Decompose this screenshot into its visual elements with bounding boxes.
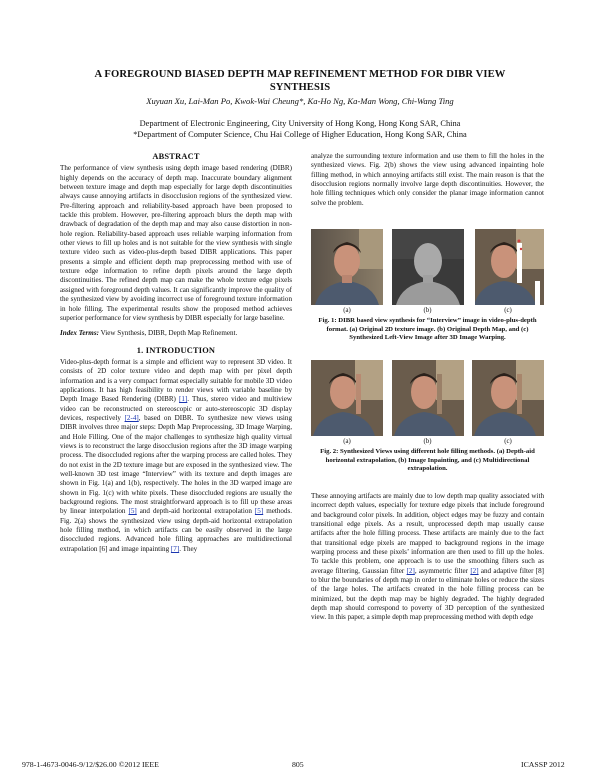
figure-1	[311, 229, 544, 343]
abstract-heading: ABSTRACT	[152, 152, 200, 161]
figure-1-images	[311, 229, 544, 305]
index-terms: Index Terms: View Synthesis, DIBR, Depth Map Refinement.	[60, 329, 238, 338]
figure-2b-inpainting-result	[392, 360, 464, 436]
figure-1-caption: Fig. 1: DIBR based view synthesis for “Interview” image in video-plus-depth format. (a) Original 2D texture image. (b) Original Depth Map, and (c) Synthesized Left-View Image after 3D Image Warping.	[318, 317, 537, 342]
figure-2a-extrapolation-result	[311, 360, 383, 436]
paper-title: A FOREGROUND BIASED DEPTH MAP REFINEMENT METHOD FOR DIBR VIEW SYNTHESIS	[94, 69, 506, 93]
figure-1b-depth-map	[392, 229, 464, 305]
figure-2-images	[311, 360, 544, 436]
right-column-intro-text: analyze the surrounding texture information and use them to fill the holes in the synthesized views. Fig. 2(b) shows the view using advanced inpainting hole filling method, in which annoying artifacts still exist. The main reason is that the disocclusion regions normally involve large depth discontinuities. However, the hole filling techniques which only consider the planar image information cannot solve the problem.	[311, 152, 544, 207]
right-column-top	[311, 152, 544, 208]
right-column-bottom	[311, 492, 544, 623]
left-column	[60, 152, 292, 554]
citation-link[interactable]: [2-4]	[124, 413, 139, 422]
figure-1c-warped-image	[472, 229, 544, 305]
figure-1-sublabels: (a) (b) (c)	[343, 307, 512, 314]
figure-2c-multidirectional-result	[472, 360, 544, 436]
figure-2-sublabels: (a) (b) (c)	[343, 438, 512, 445]
citation-link[interactable]: [2]	[406, 566, 415, 575]
page-number: 805	[292, 760, 304, 769]
citation-link[interactable]: [2]	[470, 566, 479, 575]
abstract-text: The performance of view synthesis using depth image based rendering (DIBR) highly depends on the accuracy of depth map. Inaccurate boundary alignment between texture image and depth map especially for large depth discontinuities always cause annoying artifacts in disocclusion regions of the synthesized view. Pre-filtering approach and reliability-based approach have been proposed to tackle this problem. However, pre-filtering approach blurs the depth map with drawback of degradation of the depth map and may also cause distortion in non-hole region. Reliability-based approach uses reliable warping information from other views to fill up holes and is not suitable for the view synthesis with single texture video such as video-plus-depth based DIBR applications. This paper presents a simple and efficient depth map preprocessing method with use of texture edge information to refine depth pixels around the large depth discontinuities. The refined depth map can make the whole texture edge pixels assigned with foreground depth values. It can significantly improve the quality of the synthesized view by avoiding incorrect use of foreground texture information in hole filling. The experimental results show the proposed method achieves superior performance for view synthesis by DIBR especially for large baseline.	[60, 164, 292, 322]
introduction-heading: 1. INTRODUCTION	[136, 345, 216, 355]
citation-link[interactable]: [5]	[254, 507, 264, 516]
citation-link[interactable]: [5]	[128, 507, 137, 516]
author-list: Xuyuan Xu, Lai-Man Po, Kwok-Wai Cheung*, Ka-Ho Ng, Ka-Man Wong, Chi-Wang Ting	[146, 96, 454, 106]
citation-link[interactable]: [1]	[179, 395, 188, 404]
figure-2	[311, 360, 544, 474]
introduction-text: Video-plus-depth format is a simple and efficient way to represent 3D video. It consists of 2D color texture video and depth map with per pixel depth information and is a very compact format especially suitable for mobile 3D video applications. It has high feasibility to render views with variable baseline by Depth Image Based Rendering (DIBR) [1]. Thus, stereo video and multiview video can be reconstructed on stereoscopic or auto-stereoscopic 3D display devices, respectively [2-4], based on DIBR. To synthesize new views using DIBR involves three major steps: Depth Map Preprocessing, 3D Image Warping, and Hole Filling. One of the major challenges to synthesize high quality virtual views is to reconstruct the large disocclusion regions after the 3D image warping process. The disoccluded regions after the warping process are called holes. They do not exist in the 2D texture image but are exposed in the synthesized view. The well-known 3D test image “Interview” with its texture and depth images are shown in Fig. 1(a) and 1(b), respectively. The holes in the 3D warped image are shown in Fig. 1(c) with white pixels. These disoccluded regions are usually the background regions. The most straightforward approach is to fill up these areas by linear interpolation [5] and depth-aid horizontal extrapolation [5] methods. Fig. 2(a) shows the synthesized view using depth-aid horizontal extrapolation hole filling method, in which artifacts can be easily observed in the large disoccluded regions. Advanced hole filling approaches are multidirectional extrapolation [6] and image inpainting [7]. They	[60, 357, 293, 553]
footer-conference: ICASSP 2012	[521, 760, 565, 769]
figure-2-caption: Fig. 2: Synthesized Views using different hole filling methods. (a) Depth-aid horizontal extrapolation, (b) Image Inpainting, and (c) Multidirectional extrapolation.	[320, 448, 535, 473]
affiliations: Department of Electronic Engineering, City University of Hong Kong, Hong Kong SAR, China *Department of Computer Science, Chu Hai College of Higher Education, Hong Kong SAR, China	[133, 119, 467, 139]
citation-link[interactable]: [7]	[170, 544, 180, 553]
right-column-body-text: These annoying artifacts are mainly due to low depth map quality associated with incorrect depth values, especially for texture edge pixels that include foreground and background color pixels. In addition, object edges may be fuzzy and contain transitional edge pixels. As a result, unprocessed depth map usually cause artifacts after the hole filling process. These artifacts are mainly due to the fact that transitional edge pixels are mapped to background regions in the image warping process and these pixels’ information are then used to fill up the holes. To tackle this problem, one approach is to use the smoothing filters such as average filtering, Gaussian filter [2], asymmetric filter [2] and adaptive filter [8] to blur the boundaries of depth map in order to eliminate holes or reduce the sizes of the large holes. The artifacts created in the hole filling process can be minimized, but the depth map may be highly degraded. The highly degraded depth map should correspond to poverty of 3D perception of the synthesized view. In this paper, a simple depth map preprocessing method with depth edge	[311, 492, 545, 622]
figure-1a-texture-image	[311, 229, 383, 305]
footer-copyright: 978-1-4673-0046-9/12/$26.00 ©2012 IEEE	[22, 760, 159, 769]
